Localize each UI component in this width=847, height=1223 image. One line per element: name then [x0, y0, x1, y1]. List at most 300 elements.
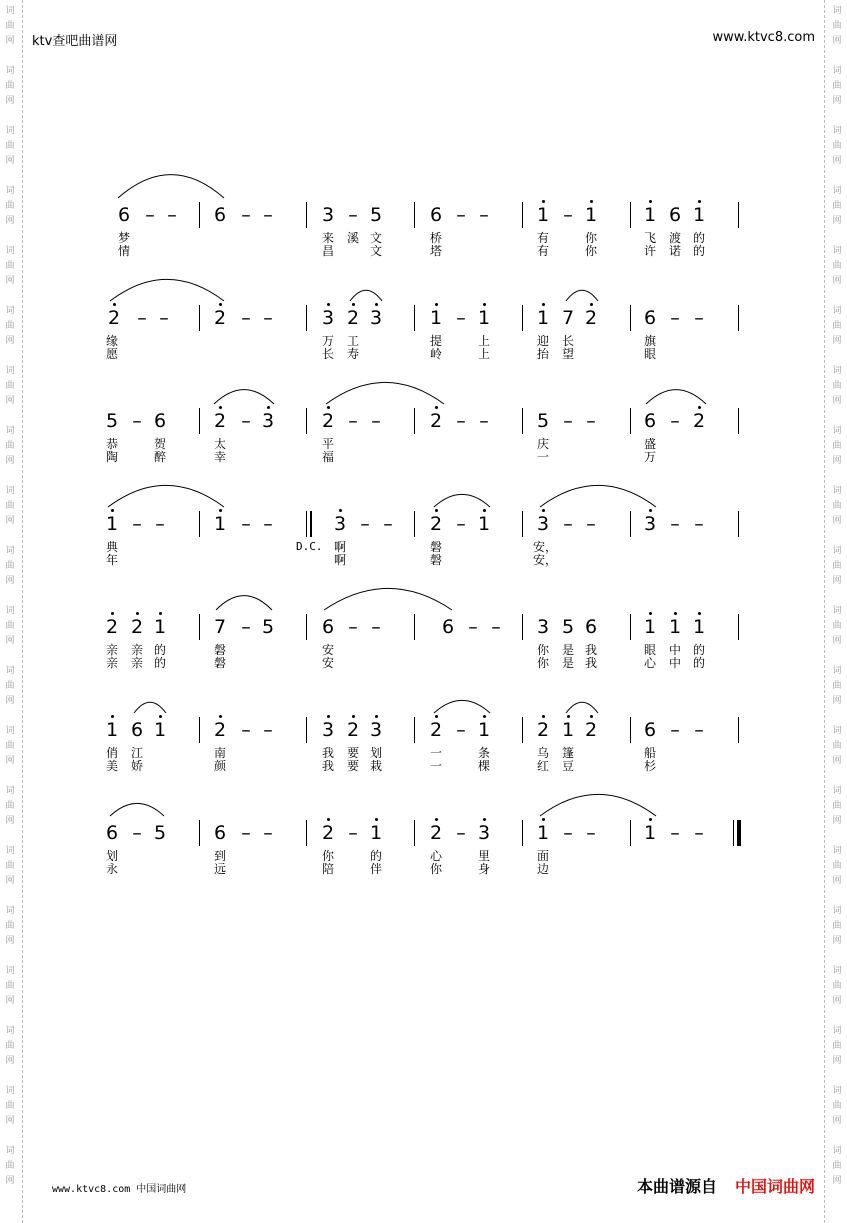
lyric-syllable: 万 — [321, 334, 334, 348]
watermark-glyph-group: 词 曲 网 — [5, 126, 15, 166]
lyric-syllable: 许 — [643, 244, 656, 258]
dash-note: – — [586, 513, 596, 535]
watermark-glyph-group: 词 曲 网 — [5, 486, 15, 526]
dash-note: – — [694, 822, 704, 844]
dash-note: – — [348, 822, 358, 844]
lyric-syllable: 身 — [477, 862, 490, 876]
octave-dot — [590, 715, 593, 718]
jianpu-note: 3 — [369, 307, 383, 329]
watermark-glyph-group: 词 曲 网 — [832, 906, 842, 946]
octave-dot — [352, 715, 355, 718]
octave-dot — [136, 612, 139, 615]
dash-note: – — [241, 719, 251, 741]
watermark-glyph-group: 词 曲 网 — [832, 666, 842, 706]
jianpu-note: 6 — [584, 616, 598, 638]
dash-note: – — [263, 204, 273, 226]
watermark-glyph-group: 词 曲 网 — [832, 786, 842, 826]
watermark-glyph-group: 词 曲 网 — [5, 66, 15, 106]
watermark-glyph-group: 词 曲 网 — [5, 1086, 15, 1126]
watermark-glyph-group: 词 曲 网 — [832, 966, 842, 1006]
dash-note: – — [670, 822, 680, 844]
watermark-glyph-group: 词 曲 网 — [5, 666, 15, 706]
lyric-syllable: 你 — [536, 656, 549, 670]
dash-note: – — [159, 307, 169, 329]
slur-arc — [566, 290, 598, 301]
watermark-glyph-group: 词 曲 网 — [832, 726, 842, 766]
jianpu-note: 1 — [105, 719, 119, 741]
lyric-syllable: 长 — [321, 347, 334, 361]
jianpu-note: 1 — [584, 204, 598, 226]
watermark-glyph-group: 词 曲 网 — [5, 786, 15, 826]
jianpu-note: 5 — [369, 204, 383, 226]
slur-arc — [110, 803, 164, 816]
slur-layer — [0, 719, 847, 729]
watermark-glyph-group: 词 曲 网 — [5, 546, 15, 586]
slur-arc — [350, 290, 382, 301]
jianpu-note: 2 — [213, 410, 227, 432]
lyric-syllable: 寿 — [346, 347, 359, 361]
lyric-syllable: 一 — [536, 450, 549, 464]
jianpu-note: 1 — [429, 307, 443, 329]
dash-note: – — [241, 513, 251, 535]
lyric-syllable: 安， — [533, 553, 558, 567]
dash-note: – — [241, 204, 251, 226]
dash-note: – — [670, 719, 680, 741]
octave-dot — [649, 612, 652, 615]
lyric-syllable: 提 — [429, 334, 442, 348]
jianpu-note: 3 — [321, 719, 335, 741]
lyric-syllable: 年 — [105, 553, 118, 567]
watermark-glyph-group: 词 曲 网 — [5, 966, 15, 1006]
jianpu-note: 2 — [130, 616, 144, 638]
octave-dot — [327, 303, 330, 306]
dash-note: – — [456, 307, 466, 329]
octave-dot — [483, 509, 486, 512]
dash-note: – — [563, 410, 573, 432]
dash-note: – — [145, 204, 155, 226]
dash-note: – — [360, 513, 370, 535]
octave-dot — [649, 200, 652, 203]
dash-note: – — [670, 307, 680, 329]
lyric-syllable: 梦 — [117, 231, 130, 245]
octave-dot — [435, 509, 438, 512]
octave-dot — [375, 715, 378, 718]
watermark-glyph-group: 词 曲 网 — [832, 186, 842, 226]
watermark-glyph-group: 词 曲 网 — [5, 366, 15, 406]
dash-note: – — [563, 513, 573, 535]
dash-note: – — [132, 410, 142, 432]
jianpu-note: 1 — [561, 719, 575, 741]
jianpu-note: 6 — [668, 204, 682, 226]
jianpu-note: 3 — [321, 307, 335, 329]
lyric-syllable: 来 — [321, 231, 334, 245]
jianpu-note: 2 — [346, 307, 360, 329]
lyric-syllable: 平 — [321, 437, 334, 451]
header-site-name: ktv查吧曲谱网 — [32, 34, 118, 49]
watermark-glyph-group: 词 曲 网 — [832, 426, 842, 466]
lyric-syllable: 典 — [105, 540, 118, 554]
slur-arc — [134, 702, 166, 713]
lyric-syllable: 旗 — [643, 334, 656, 348]
lyric-syllable: 红 — [536, 759, 549, 773]
dash-note: – — [371, 410, 381, 432]
dash-note: – — [137, 307, 147, 329]
lyric-syllable: 俏 — [105, 746, 118, 760]
lyric-syllable: 杉 — [643, 759, 656, 773]
jianpu-note: 6 — [153, 410, 167, 432]
dash-note: – — [132, 822, 142, 844]
footer-site-link: www.ktvc8.com 中国词曲网 — [52, 1184, 187, 1195]
slur-layer — [0, 307, 847, 317]
slur-arc — [540, 794, 656, 816]
slur-arc — [434, 494, 490, 507]
jianpu-note: 3 — [477, 822, 491, 844]
slur-arc — [216, 596, 272, 610]
lyric-syllable: 南 — [213, 746, 226, 760]
lyric-syllable: 我 — [584, 656, 597, 670]
lyric-syllable: 啊 — [333, 540, 346, 554]
octave-dot — [674, 612, 677, 615]
jianpu-note: 1 — [153, 719, 167, 741]
octave-dot — [483, 818, 486, 821]
footer-source — [637, 1174, 815, 1197]
dash-note: – — [694, 719, 704, 741]
jianpu-note: 3 — [261, 410, 275, 432]
lyric-syllable: 庆 — [536, 437, 549, 451]
lyric-syllable: 恭 — [105, 437, 118, 451]
lyric-syllable: 昌 — [321, 244, 334, 258]
watermark-glyph-group: 词 曲 网 — [5, 846, 15, 886]
watermark-glyph-group: 词 曲 网 — [832, 1146, 842, 1186]
watermark-glyph-group: 词 曲 网 — [832, 126, 842, 166]
watermark-glyph-group: 词 曲 网 — [832, 1086, 842, 1126]
octave-dot — [542, 715, 545, 718]
lyric-syllable: 工 — [346, 334, 359, 348]
jianpu-note: 1 — [643, 822, 657, 844]
lyric-syllable: 你 — [429, 862, 442, 876]
lyric-syllable: 一 — [429, 746, 442, 760]
jianpu-note: 2 — [536, 719, 550, 741]
slur-layer — [0, 204, 847, 214]
footer-source-label: 本曲谱源自 — [636, 1177, 717, 1196]
dash-note: – — [348, 410, 358, 432]
watermark-glyph-group: 词 曲 网 — [5, 1146, 15, 1186]
octave-dot — [567, 715, 570, 718]
lyric-syllable: 划 — [105, 849, 118, 863]
watermark-glyph-group: 词 曲 网 — [832, 846, 842, 886]
octave-dot — [327, 818, 330, 821]
slur-layer — [0, 822, 847, 832]
lyric-syllable: 江 — [130, 746, 143, 760]
octave-dot — [649, 818, 652, 821]
jianpu-note: 1 — [213, 513, 227, 535]
lyric-syllable: 万 — [643, 450, 656, 464]
jianpu-note: 6 — [643, 719, 657, 741]
jianpu-note: 1 — [477, 307, 491, 329]
jianpu-note: 2 — [107, 307, 121, 329]
lyric-syllable: 的 — [692, 231, 705, 245]
lyric-syllable: 亲 — [105, 656, 118, 670]
jianpu-note: 6 — [117, 204, 131, 226]
octave-dot — [375, 303, 378, 306]
lyric-syllable: 渡 — [668, 231, 681, 245]
octave-dot — [698, 406, 701, 409]
lyric-syllable: 眼 — [643, 643, 656, 657]
dash-note: – — [456, 204, 466, 226]
lyric-syllable: 上 — [477, 347, 490, 361]
dash-note: – — [670, 513, 680, 535]
jianpu-note: 2 — [346, 719, 360, 741]
lyric-syllable: 的 — [369, 849, 382, 863]
slur-arc — [110, 279, 224, 301]
jianpu-note: 2 — [321, 822, 335, 844]
slur-layer — [0, 513, 847, 523]
lyric-syllable: 陶 — [105, 450, 118, 464]
dash-note: – — [586, 410, 596, 432]
watermark-glyph-group: 词 曲 网 — [5, 6, 15, 46]
slur-arc — [566, 702, 598, 713]
lyric-syllable: 篷 — [561, 746, 574, 760]
lyric-syllable: 心 — [643, 656, 656, 670]
lyric-syllable: 长 — [561, 334, 574, 348]
lyric-syllable: 你 — [536, 643, 549, 657]
lyric-syllable: 有 — [536, 244, 549, 258]
octave-dot — [483, 303, 486, 306]
lyric-syllable: 栽 — [369, 759, 382, 773]
dash-note: – — [155, 513, 165, 535]
lyric-syllable: 你 — [321, 849, 334, 863]
lyric-syllable: 中 — [668, 643, 681, 657]
lyric-syllable: 我 — [321, 746, 334, 760]
jianpu-note: 6 — [130, 719, 144, 741]
jianpu-note: 2 — [213, 719, 227, 741]
lyric-syllable: 娇 — [130, 759, 143, 773]
lyric-syllable: 划 — [369, 746, 382, 760]
jianpu-note: 6 — [429, 204, 443, 226]
dash-note: – — [456, 822, 466, 844]
dash-note: – — [263, 822, 273, 844]
lyric-syllable: 望 — [561, 347, 574, 361]
dash-note: – — [263, 719, 273, 741]
lyric-syllable: 情 — [117, 244, 130, 258]
jianpu-note: 6 — [213, 204, 227, 226]
jianpu-note: 1 — [536, 204, 550, 226]
octave-dot — [339, 509, 342, 512]
lyric-syllable: 磐 — [429, 553, 442, 567]
lyric-syllable: 飞 — [643, 231, 656, 245]
lyric-syllable: 愿 — [105, 347, 118, 361]
octave-dot — [111, 509, 114, 512]
dash-note: – — [263, 513, 273, 535]
lyric-syllable: 要 — [346, 746, 359, 760]
watermark-glyph-group: 词 曲 网 — [5, 246, 15, 286]
lyric-syllable: 远 — [213, 862, 226, 876]
lyric-syllable: 上 — [477, 334, 490, 348]
slur-layer — [0, 616, 847, 626]
lyric-syllable: 一 — [429, 759, 442, 773]
watermark-glyph-group: 词 曲 网 — [832, 606, 842, 646]
lyric-syllable: 桥 — [429, 231, 442, 245]
dash-note: – — [694, 307, 704, 329]
watermark-glyph-group: 词 曲 网 — [832, 6, 842, 46]
jianpu-note: 1 — [369, 822, 383, 844]
dash-note: – — [670, 410, 680, 432]
watermark-glyph-group: 词 曲 网 — [832, 246, 842, 286]
octave-dot — [649, 509, 652, 512]
lyric-syllable: 岭 — [429, 347, 442, 361]
lyric-syllable: 永 — [105, 862, 118, 876]
jianpu-note: 3 — [333, 513, 347, 535]
lyric-syllable: 磐 — [213, 656, 226, 670]
dash-note: – — [479, 204, 489, 226]
lyric-syllable: 豆 — [561, 759, 574, 773]
lyric-syllable: 醉 — [153, 450, 166, 464]
lyric-syllable: 啊 — [333, 553, 346, 567]
footer-brand: 中国词曲网 — [734, 1177, 815, 1196]
jianpu-note: 1 — [536, 822, 550, 844]
lyric-syllable: 福 — [321, 450, 334, 464]
jianpu-note: 5 — [561, 616, 575, 638]
octave-dot — [113, 303, 116, 306]
dash-note: – — [348, 616, 358, 638]
right-watermark-strip — [824, 0, 847, 1223]
lyric-syllable: 盛 — [643, 437, 656, 451]
dash-note: – — [456, 513, 466, 535]
lyric-syllable: 到 — [213, 849, 226, 863]
dash-note: – — [456, 410, 466, 432]
watermark-glyph-group: 词 曲 网 — [832, 486, 842, 526]
slur-layer — [0, 410, 847, 420]
jianpu-note: 3 — [536, 616, 550, 638]
lyric-syllable: 塔 — [429, 244, 442, 258]
octave-dot — [590, 303, 593, 306]
watermark-glyph-group: 词 曲 网 — [5, 306, 15, 346]
watermark-glyph-group: 词 曲 网 — [832, 66, 842, 106]
da-capo-mark: D.C. — [296, 540, 323, 553]
header-site-url: www.ktvc8.com — [712, 30, 815, 45]
jianpu-note: 2 — [321, 410, 335, 432]
octave-dot — [435, 406, 438, 409]
dash-note: – — [563, 822, 573, 844]
jianpu-note: 2 — [584, 719, 598, 741]
lyric-syllable: 的 — [153, 643, 166, 657]
jianpu-note: 6 — [643, 410, 657, 432]
jianpu-note: 1 — [536, 307, 550, 329]
jianpu-note: 3 — [369, 719, 383, 741]
jianpu-note: 1 — [643, 204, 657, 226]
slur-arc — [324, 588, 452, 610]
dash-note: – — [241, 410, 251, 432]
octave-dot — [542, 200, 545, 203]
octave-dot — [698, 200, 701, 203]
jianpu-note: 6 — [321, 616, 335, 638]
lyric-syllable: 你 — [584, 244, 597, 258]
jianpu-note: 6 — [643, 307, 657, 329]
jianpu-note: 2 — [692, 410, 706, 432]
jianpu-note: 1 — [692, 616, 706, 638]
jianpu-note: 5 — [261, 616, 275, 638]
watermark-glyph-group: 词 曲 网 — [832, 306, 842, 346]
watermark-glyph-group: 词 曲 网 — [832, 1026, 842, 1066]
lyric-syllable: 溪 — [346, 231, 359, 245]
jianpu-note: 2 — [584, 307, 598, 329]
watermark-glyph-group: 词 曲 网 — [5, 726, 15, 766]
lyric-syllable: 要 — [346, 759, 359, 773]
lyric-syllable: 里 — [477, 849, 490, 863]
lyric-syllable: 边 — [536, 862, 549, 876]
dash-note: – — [371, 616, 381, 638]
slur-arc — [326, 382, 444, 404]
lyric-syllable: 面 — [536, 849, 549, 863]
octave-dot — [327, 715, 330, 718]
jianpu-note: 1 — [153, 616, 167, 638]
jianpu-note: 2 — [105, 616, 119, 638]
jianpu-note: 6 — [105, 822, 119, 844]
lyric-syllable: 缘 — [105, 334, 118, 348]
watermark-glyph-group: 词 曲 网 — [832, 546, 842, 586]
jianpu-note: 2 — [429, 513, 443, 535]
octave-dot — [435, 715, 438, 718]
octave-dot — [483, 715, 486, 718]
watermark-glyph-group: 词 曲 网 — [832, 366, 842, 406]
slur-arc — [646, 390, 706, 404]
jianpu-note: 6 — [441, 616, 455, 638]
octave-dot — [111, 612, 114, 615]
lyric-syllable: 亲 — [130, 643, 143, 657]
slur-arc — [118, 175, 224, 198]
lyric-syllable: 是 — [561, 656, 574, 670]
lyric-syllable: 贺 — [153, 437, 166, 451]
lyric-syllable: 船 — [643, 746, 656, 760]
lyric-syllable: 磐 — [429, 540, 442, 554]
octave-dot — [219, 406, 222, 409]
lyric-syllable: 亲 — [130, 656, 143, 670]
lyric-syllable: 文 — [369, 231, 382, 245]
jianpu-note: 2 — [429, 410, 443, 432]
dash-note: – — [491, 616, 501, 638]
lyric-syllable: 眼 — [643, 347, 656, 361]
lyric-syllable: 幸 — [213, 450, 226, 464]
jianpu-note: 2 — [213, 307, 227, 329]
octave-dot — [219, 509, 222, 512]
octave-dot — [435, 818, 438, 821]
dash-note: – — [263, 307, 273, 329]
jianpu-note: 1 — [668, 616, 682, 638]
octave-dot — [327, 406, 330, 409]
octave-dot — [159, 715, 162, 718]
lyric-syllable: 的 — [153, 656, 166, 670]
lyric-syllable: 棵 — [477, 759, 490, 773]
lyric-syllable: 乌 — [536, 746, 549, 760]
watermark-glyph-group: 词 曲 网 — [5, 1026, 15, 1066]
octave-dot — [267, 406, 270, 409]
dash-note: – — [132, 513, 142, 535]
lyric-syllable: 太 — [213, 437, 226, 451]
octave-dot — [542, 818, 545, 821]
lyric-syllable: 安， — [533, 540, 558, 554]
slur-arc — [214, 390, 274, 404]
lyric-syllable: 磐 — [213, 643, 226, 657]
slur-arc — [540, 485, 656, 507]
octave-dot — [375, 818, 378, 821]
lyric-syllable: 陪 — [321, 862, 334, 876]
watermark-glyph-group: 词 曲 网 — [5, 906, 15, 946]
dash-note: – — [241, 616, 251, 638]
jianpu-note: 1 — [643, 616, 657, 638]
octave-dot — [435, 303, 438, 306]
jianpu-note: 5 — [153, 822, 167, 844]
lyric-syllable: 抬 — [536, 347, 549, 361]
